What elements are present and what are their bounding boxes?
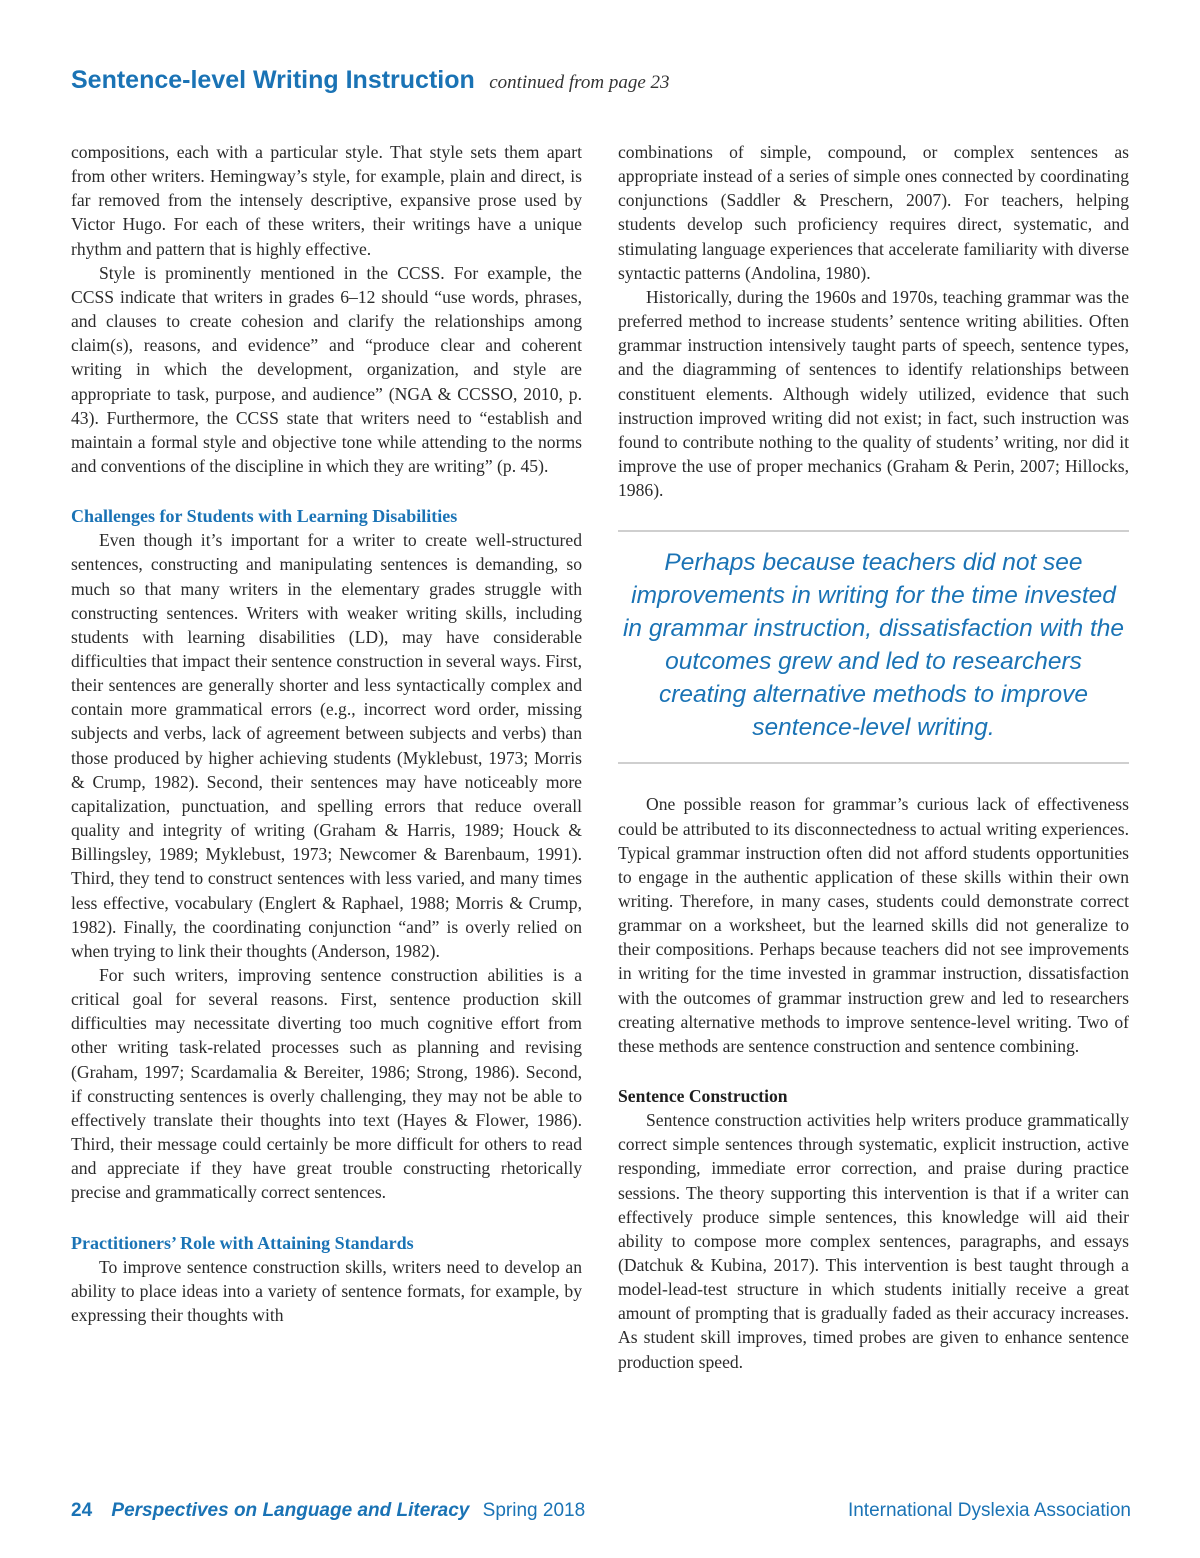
section-heading-sentence-construction: Sentence Construction [618,1086,788,1107]
section-heading-practitioners: Practitioners’ Role with Attaining Standards [71,1232,414,1253]
running-header [71,66,1131,95]
issue-season: Spring 2018 [482,1500,586,1521]
paragraph: Style is prominently mentioned in the CCSS. For example, the CCSS indicate that writers in grades 6–12 should “use words, phrases, and clauses to create cohesion and clarify the relationships among claim(s), reasons, and evidence” and “produce clear and coherent writing in which the development, organization, and style are appropriate to task, purpose, and audience” (NGA & CCSSO, 2010, p. 43). Furthermore, the CCSS state that writers need to “establish and maintain a formal style and objective tone while attending to the norms and conventions of the discipline in which they are writing” (p. 45). [71,262,582,477]
paragraph: Sentence construction activities help writers produce grammatically correct simple sentences through systematic, explicit instruction, active responding, immediate error correction, and praise during practice sessions. The theory supporting this intervention is that if a writer can effectively produce simple sentences, this knowledge will aid their ability to compose more complex sentences, paragraphs, and essays (Datchuk & Kubina, 2017). This intervention is best taught through a model-lead-test structure in which students initially receive a great amount of prompting that is gradually faded as their accuracy increases. As student skill improves, timed probes are given to enhance sentence production speed. [618,1110,1129,1372]
paragraph: compositions, each with a particular style. That style sets them apart from other writers. Hemingway’s style, for example, plain and direct, is far removed from the intensely descriptive, expansive prose used by Victor Hugo. For each of these writers, their writings have a unique rhythm and pattern that is highly effective. [71,142,582,259]
paragraph: To improve sentence construction skills, writers need to develop an ability to place ideas into a variety of sentence formats, for example, by expressing their thoughts with [71,1256,582,1325]
left-column [71,140,582,1327]
pull-quote-text: Perhaps because teachers did not see improvements in writing for the time invested in grammar instruction, dissatisfaction with the outcomes grew and led to researchers creating alternative methods to improve sentence-level writing. [622,549,1125,742]
section-heading-challenges: Challenges for Students with Learning Disabilities [71,506,458,527]
pull-quote [618,530,1129,764]
paragraph: Historically, during the 1960s and 1970s, teaching grammar was the preferred method to increase students’ sentence writing abilities. Often grammar instruction intensively taught parts of speech, sentence types, and the diagramming of sentences to identify relationships between constituent elements. Although widely utilized, evidence that such instruction improved writing did not exist; in fact, such instruction was found to contribute nothing to the quality of students’ writing, nor did it improve the use of proper mechanics (Graham & Perin, 2007; Hillocks, 1986). [618,286,1129,501]
journal-title: Perspectives on Language and Literacy [111,1500,470,1521]
page-number: 24 [71,1500,93,1521]
page-footer [71,1500,1131,1528]
continued-note: continued from page 23 [489,72,670,93]
paragraph: One possible reason for grammar’s curious lack of effectiveness could be attributed to its disconnectedness to actual writing experiences. Typical grammar instruction often did not afford students opportunities to engage in the authentic application of these skills within their own writing. Therefore, in many cases, students could demonstrate correct grammar on a worksheet, but the learned skills did not generalize to their compositions. Perhaps because teachers did not see improvements in writing for the time invested in grammar instruction, dissatisfaction with the outcomes of grammar instruction grew and led to researchers creating alternative methods to improve sentence-level writing. Two of these methods are sentence construction and sentence combining. [618,794,1129,1056]
paragraph: Even though it’s important for a writer to create well-structured sentences, constructing and manipulating sentences is demanding, so much so that many writers in the elementary grades struggle with constructing sentences. Writers with weaker writing skills, including students with learning disabilities (LD), may have considerable difficulties that impact their sentence construction in several ways. First, their sentences are generally shorter and less syntactically complex and contain more grammatical errors (e.g., incorrect word order, missing subjects and verbs, lack of agreement between subjects and verbs) than those produced by higher achieving students (Myklebust, 1973; Morris & Crump, 1982). Second, their sentences may have noticeably more capitalization, punctuation, and spelling errors that reduce overall quality and integrity of writing (Graham & Harris, 1989; Houck & Billingsley, 1989; Myklebust, 1973; Newcomer & Barenbaum, 1991). Third, they tend to construct sentences with less varied, and many times less effective, vocabulary (Englert & Raphael, 1988; Morris & Crump, 1982). Finally, the coordinating conjunction “and” is overly relied on when trying to link their thoughts (Anderson, 1982). [71,530,582,961]
paragraph: combinations of simple, compound, or complex sentences as appropriate instead of a series of simple ones connected by coordinating conjunctions (Saddler & Preschern, 2007). For teachers, helping students develop such proficiency requires direct, systematic, and stimulating language experiences that accelerate familiarity with diverse syntactic patterns (Andolina, 1980). [618,142,1129,283]
article-title: Sentence-level Writing Instruction [71,66,475,94]
right-column [618,140,1129,1374]
organization-name: International Dyslexia Association [847,1500,1131,1521]
paragraph: For such writers, improving sentence construction abilities is a critical goal for several reasons. First, sentence production skill difficulties may necessitate diverting too much cognitive effort from other writing task-related processes such as planning and revising (Graham, 1997; Scardamalia & Bereiter, 1986; Strong, 1986). Second, if constructing sentences is overly challenging, they may not be able to effectively translate their thoughts into text (Hayes & Flower, 1986). Third, their message could certainly be more difficult for others to read and appreciate if they have great trouble constructing rhetorically precise and grammatically correct sentences. [71,965,582,1203]
